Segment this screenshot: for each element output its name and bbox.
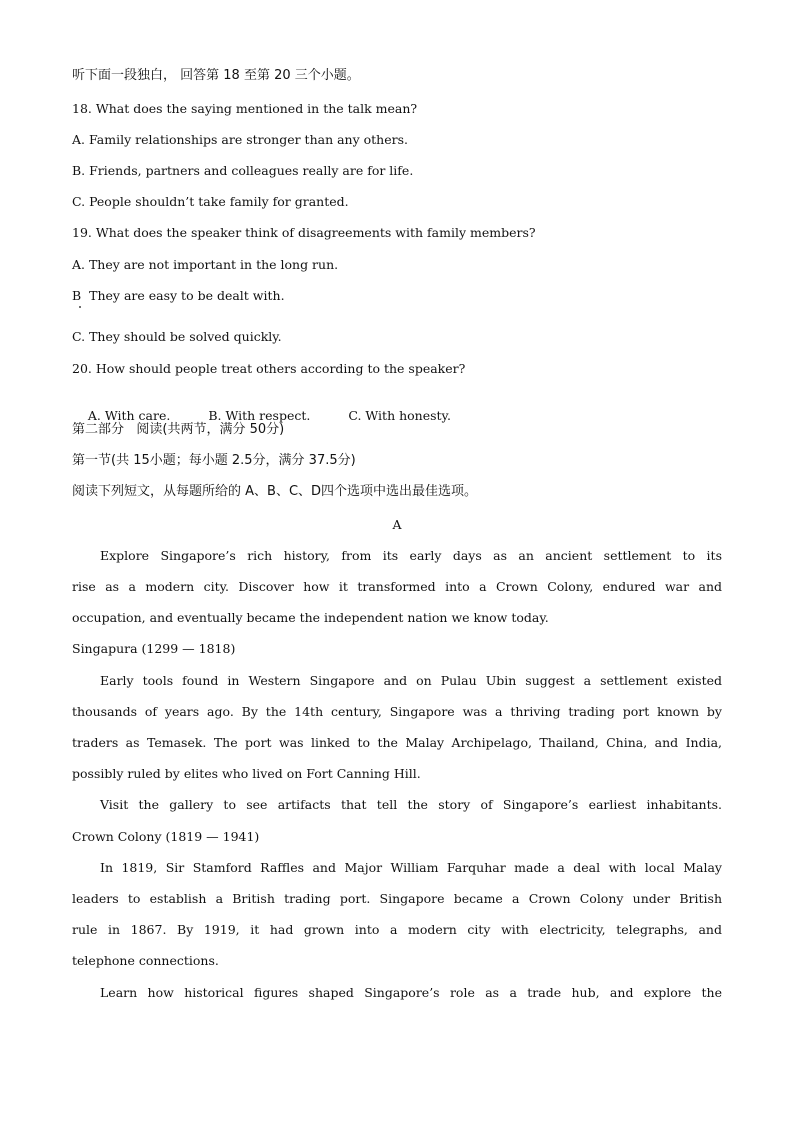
para1-line-4: possibly ruled by elites who lived on Fort Canning Hill. [72,766,421,781]
question-20-option-a: A. With care. [87,408,171,423]
listening-instruction: 听下面一段独白， 回答第 18 至第 20 三个小题。 [72,68,360,83]
question-19-option-c: C. They should be solved quickly. [72,329,282,344]
heading-singapura: Singapura (1299 — 1818) [72,641,236,656]
question-19-option-a: A. They are not important in the long run. [72,257,339,272]
heading-crown-colony: Crown Colony (1819 — 1941) [72,829,260,844]
stray-dot [79,306,81,308]
question-18-option-b: B. Friends, partners and colleagues really are for life. [72,163,414,178]
para1-line-3: traders as Temasek. The port was linked to the Malay Archipelago, Thailand, China, and India, [72,735,722,750]
question-18-option-c: C. People shouldn’t take family for granted. [72,194,349,209]
intro-line-3: occupation, and eventually became the independent nation we know today. [72,610,549,625]
question-18-option-a: A. Family relationships are stronger than any others. [72,132,408,147]
question-20-option-c: C. With honesty. [348,408,451,423]
reading-part-title: 第二部分 阅读(共两节，满分 50分) [72,422,285,437]
passage-label: A [392,517,402,532]
question-18-stem: 18. What does the saying mentioned in the talk mean? [72,101,418,116]
visit-gallery-line: Visit the gallery to see artifacts that tell the story of Singapore’s earliest inhabitants. [100,797,722,812]
para3-line-1: Learn how historical figures shaped Singapore’s role as a trade hub, and explore the [100,985,722,1000]
para2-line-3: rule in 1867. By 1919, it had grown into a modern city with electricity, telegraphs, and [72,922,722,937]
question-19-stem: 19. What does the speaker think of disagreements with family members? [72,225,536,240]
intro-line-2: rise as a modern city. Discover how it transformed into a Crown Colony, endured war and [72,579,722,594]
intro-line-1: Explore Singapore’s rich history, from its early days as an ancient settlement to its [100,548,722,563]
reading-instruction: 阅读下列短文，从每题所给的 A、B、C、D四个选项中选出最佳选项。 [72,484,478,499]
question-20-stem: 20. How should people treat others according to the speaker? [72,361,466,376]
para1-line-1: Early tools found in Western Singapore and on Pulau Ubin suggest a settlement existed [100,673,722,688]
reading-section-title: 第一节(共 15小题；每小题 2.5分，满分 37.5分) [72,453,356,468]
para2-line-1: In 1819, Sir Stamford Raffles and Major William Farquhar made a deal with local Malay [100,860,722,875]
para1-line-2: thousands of years ago. By the 14th century, Singapore was a thriving trading port known by [72,704,722,719]
question-20-option-b: B. With respect. [208,408,311,423]
para2-line-2: leaders to establish a British trading port. Singapore became a Crown Colony under British [72,891,722,906]
question-19-option-b: B They are easy to be dealt with. [72,288,285,303]
para2-line-4: telephone connections. [72,953,219,968]
